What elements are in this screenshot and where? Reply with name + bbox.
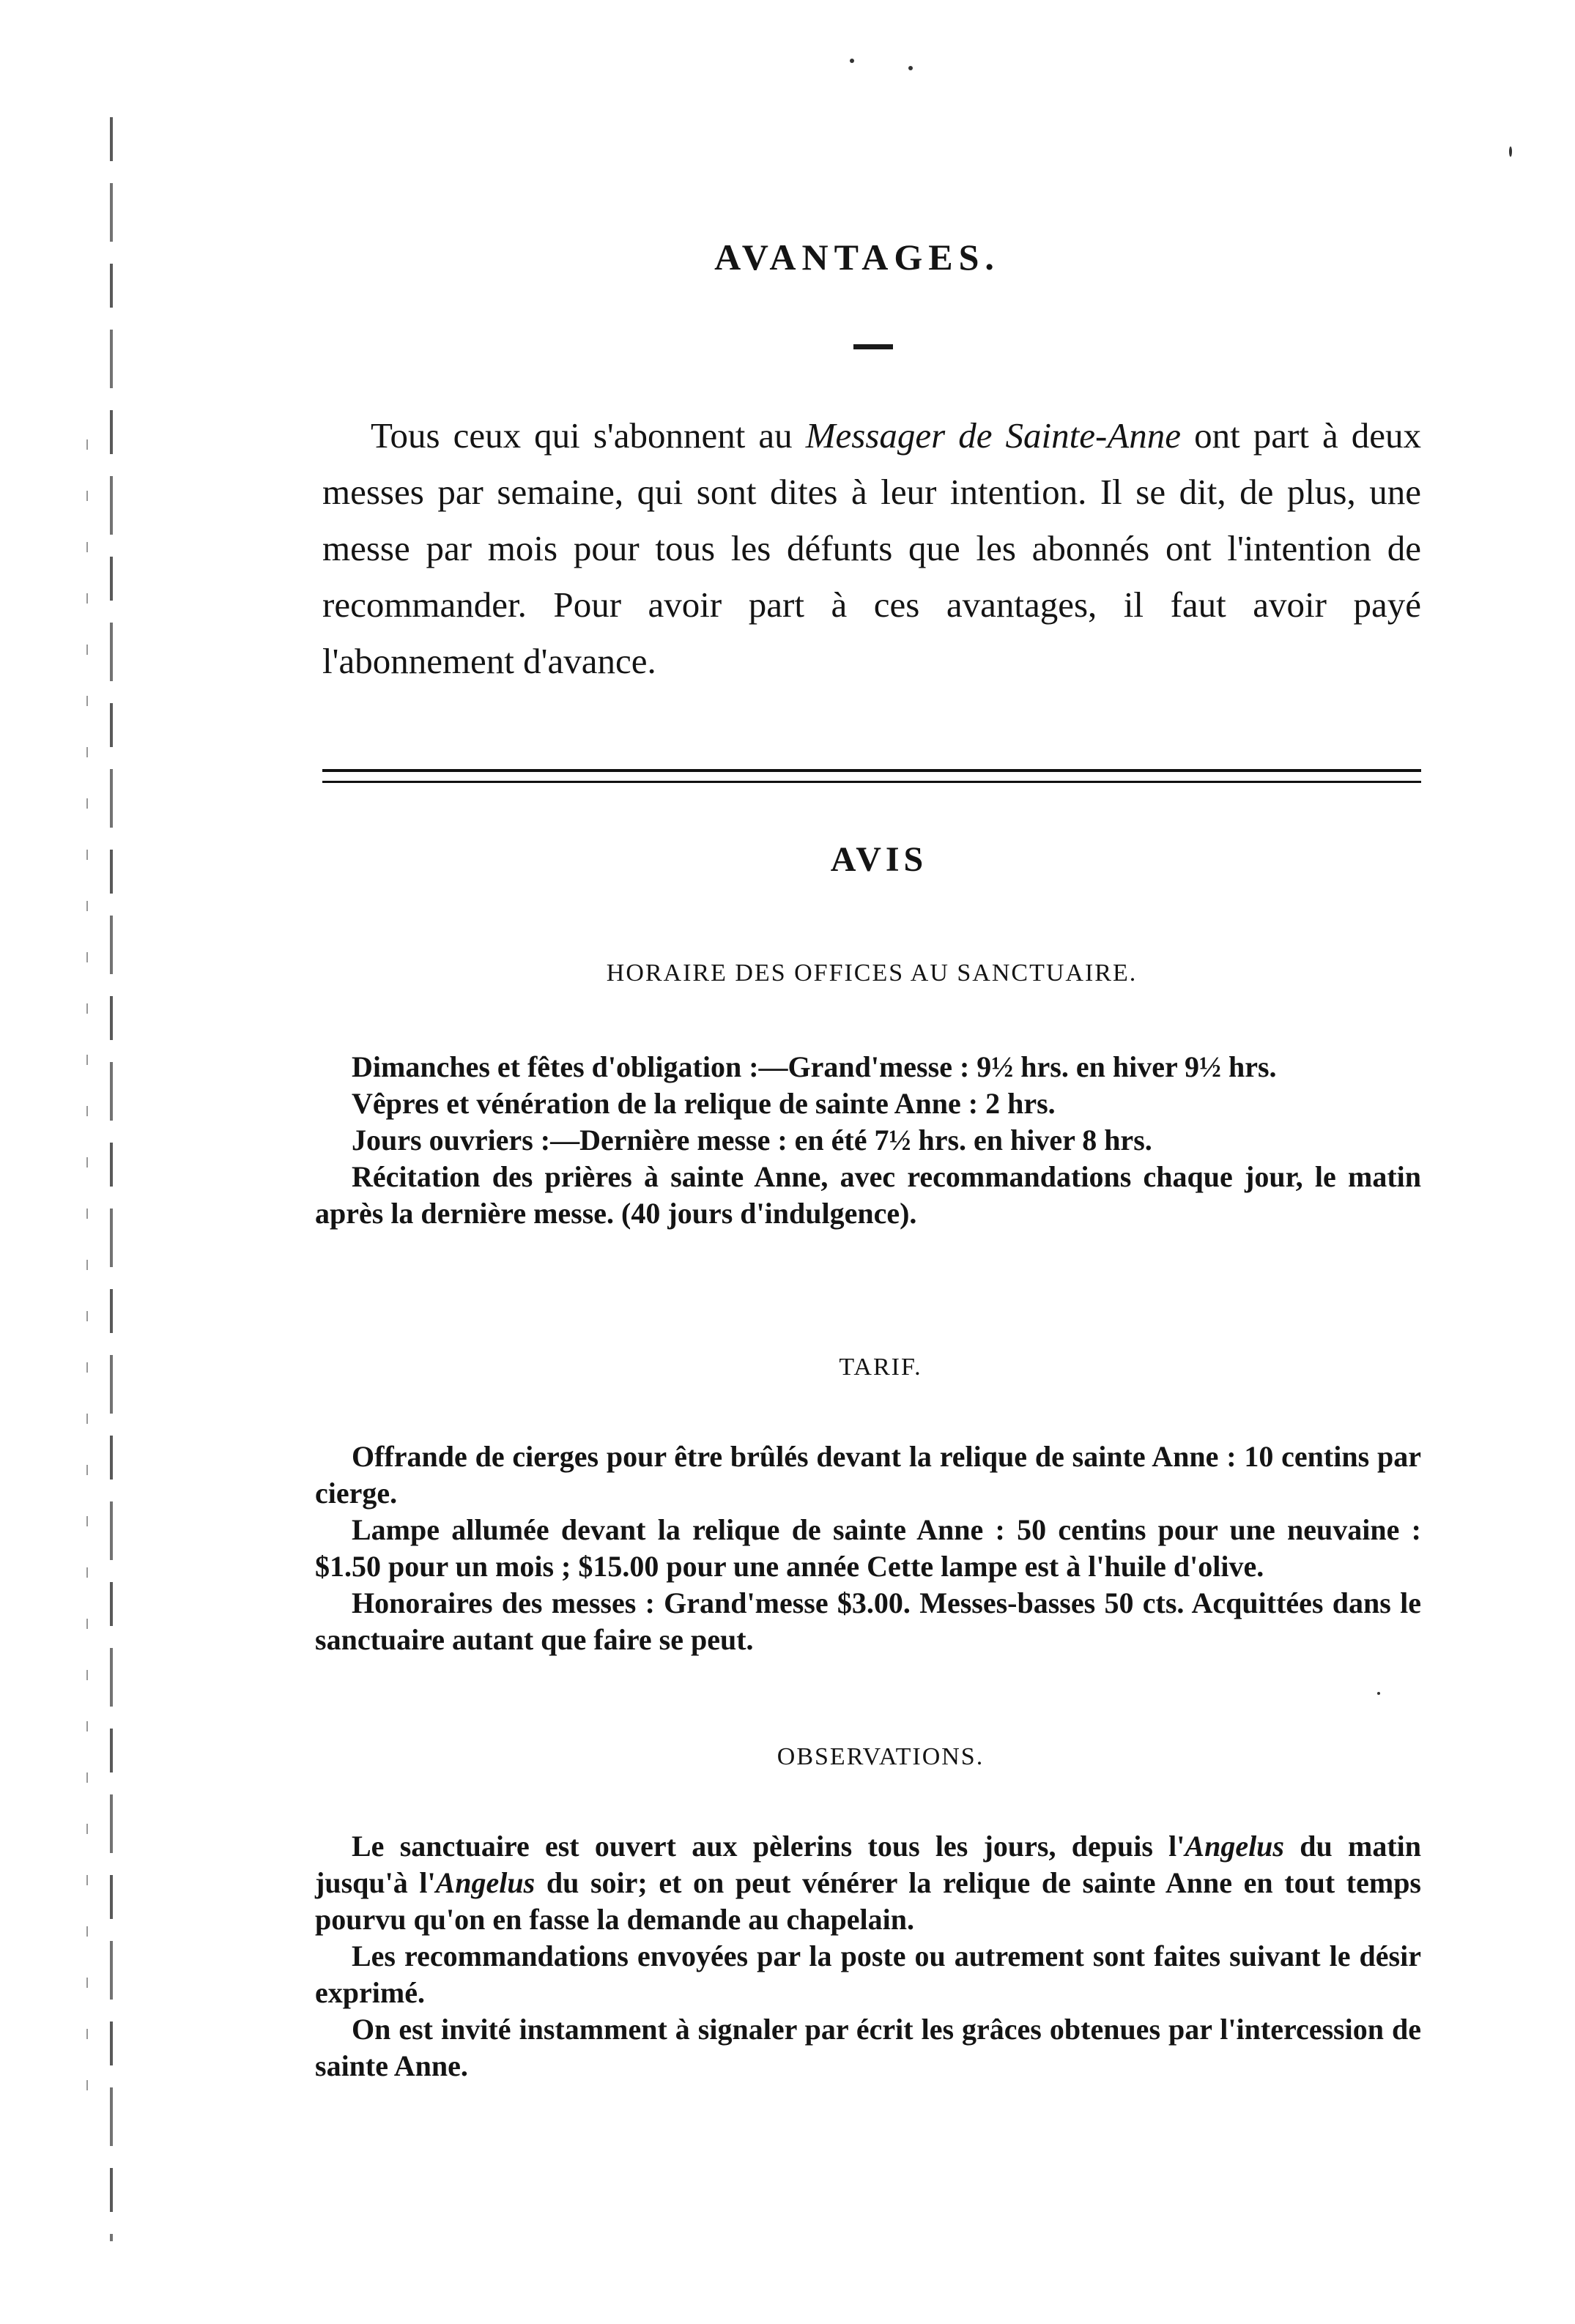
horaire-heading: HORAIRE DES OFFICES AU SANCTUAIRE. — [606, 959, 1138, 987]
observations-heading: OBSERVATIONS. — [777, 1743, 985, 1770]
scan-speck — [850, 59, 854, 63]
tarif-line-honoraires: Honoraires des messes : Grand'messe $3.00. Messes-basses 50 cts. Acquittées dans le sanctuaire autant que faire se peut. — [315, 1586, 1421, 1656]
title-dash-ornament — [853, 344, 893, 349]
avantages-title: AVANTAGES. — [714, 237, 1000, 278]
scan-speck — [1509, 146, 1512, 157]
obs-text: du soir; et on peut vénérer la relique de sainte Anne en tout temps pourvu qu'on en fasse la demande au chapelain. — [315, 1866, 1422, 1936]
angelus-word: Angelus — [435, 1866, 536, 1899]
tarif-line-cierges: Offrande de cierges pour être brûlés devant la relique de sainte Anne : 10 centins par cierge. — [315, 1440, 1421, 1510]
observations-line-sanctuaire — [315, 1828, 1421, 1938]
scan-speck — [1377, 1692, 1380, 1695]
tarif-heading: TARIF. — [839, 1354, 922, 1381]
tarif-line-lampe: Lampe allumée devant la relique de sainte Anne : 50 centins pour une neuvaine : $1.50 pour un mois ; $15.00 pour une année Cette lampe est à l'huile d'olive. — [315, 1513, 1421, 1583]
avis-title: AVIS — [830, 840, 928, 879]
binding-edge-shadow — [110, 117, 113, 2241]
observations-line-graces: On est invité instamment à signaler par écrit les grâces obtenues par l'intercession de sainte Anne. — [315, 2013, 1421, 2082]
obs-text: Le sanctuaire est ouvert aux pèlerins tous les jours, depuis l' — [352, 1830, 1185, 1863]
avantages-text-pre: Tous ceux qui s'abonnent au — [371, 415, 806, 456]
horaire-line-vepres: Vêpres et vénération de la relique de sainte Anne : 2 hrs. — [352, 1087, 1056, 1120]
tarif-section — [315, 1438, 1421, 1658]
journal-name: Messager de Sainte-Anne — [805, 415, 1182, 456]
observations-section — [315, 1828, 1421, 2084]
avantages-text-post: ont part à deux messes par semaine, qui sont dites à leur intention. Il se dit, de plus, une messe par mois pour tous les défunts que les abonnés ont l'intention de recommander. Pour avoir part à ces avantages, il faut avoir payé l'abonnement d'avance. — [322, 415, 1422, 681]
scan-speck — [908, 66, 913, 70]
horaire-line-jours-ouvriers: Jours ouvriers :—Dernière messe : en été 7½ hrs. en hiver 8 hrs. — [352, 1124, 1152, 1157]
observations-line-recommandations: Les recommandations envoyées par la poste ou autrement sont faites suivant le désir exprimé. — [315, 1939, 1421, 2009]
horaire-line-dimanches: Dimanches et fêtes d'obligation :—Grand'messe : 9½ hrs. en hiver 9½ hrs. — [352, 1050, 1277, 1083]
horaire-section — [315, 1049, 1421, 1232]
double-rule-bottom — [322, 781, 1421, 783]
obs-text: du matin jusqu'à l' — [315, 1830, 1422, 1899]
horaire-line-recitation: Récitation des prières à sainte Anne, avec recommandations chaque jour, le matin après la dernière messe. (40 jours d'indulgence). — [315, 1160, 1421, 1230]
binding-edge-shadow-faint — [86, 439, 88, 2124]
angelus-word: Angelus — [1185, 1830, 1284, 1863]
double-rule-top — [322, 769, 1421, 772]
avantages-paragraph — [322, 407, 1421, 689]
